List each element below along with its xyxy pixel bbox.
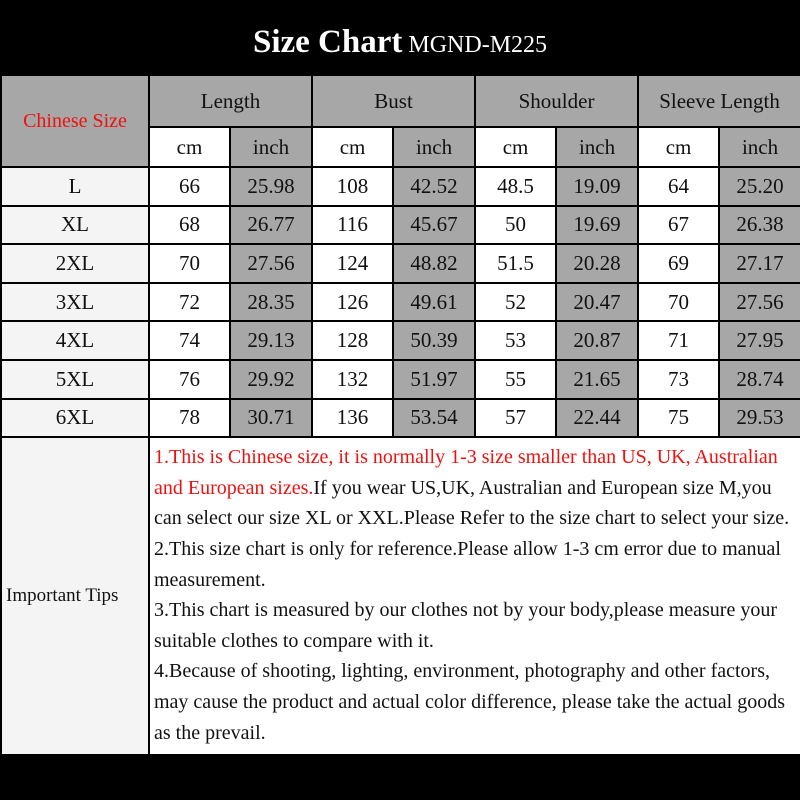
size-row [1,283,800,322]
measurement-cell: 27.56 [230,244,312,283]
unit-cell: inch [556,127,638,167]
measurement-cell: 42.52 [393,167,475,206]
chart-title: Size Chart [252,24,403,60]
tip-2: 2.This size chart is only for reference.Please allow 1-3 cm error due to manual measurement. [154,537,781,591]
measurement-cell: 64 [638,167,719,206]
length-header: Length [149,75,312,127]
measurement-cell: 55 [475,360,556,399]
measurement-cell: 29.53 [719,399,800,438]
unit-cell: cm [475,127,556,167]
size-row [1,360,800,399]
tip-3: 3.This chart is measured by our clothes not by your body,please measure your suitable clothes to compare with it. [154,599,777,652]
measurement-cell: 71 [638,321,719,360]
tip-4: 4.Because of shooting, lighting, environment, photography and other factors, may cause the product and actual color difference, please take the actual goods as the prevail. [154,660,786,744]
measurement-cell: 132 [312,360,393,399]
size-label: XL [1,206,149,245]
header-row [1,75,800,127]
measurement-cell: 75 [638,399,719,438]
unit-cell: inch [719,127,800,167]
size-label: 3XL [1,283,149,322]
measurement-cell: 116 [312,206,393,245]
measurement-cell: 76 [149,360,230,399]
size-chart-table [0,74,800,756]
measurement-cell: 50 [475,206,556,245]
measurement-cell: 25.98 [230,167,312,206]
unit-cell: cm [638,127,719,167]
unit-cell: cm [312,127,393,167]
measurement-cell: 136 [312,399,393,438]
size-label: 6XL [1,399,149,438]
measurement-cell: 20.87 [556,321,638,360]
bust-header: Bust [312,75,475,127]
tips-text-cell [149,437,800,755]
measurement-cell: 27.56 [719,283,800,322]
unit-cell: cm [149,127,230,167]
sleeve-length-header: Sleeve Length [638,75,800,127]
measurement-cell: 128 [312,321,393,360]
size-row [1,244,800,283]
tip-1 [154,442,796,534]
measurement-cell: 73 [638,360,719,399]
measurement-cell: 50.39 [393,321,475,360]
measurement-cell: 48.82 [393,244,475,283]
unit-cell: inch [230,127,312,167]
measurement-cell: 69 [638,244,719,283]
measurement-cell: 28.74 [719,360,800,399]
measurement-cell: 49.61 [393,283,475,322]
measurement-cell: 26.77 [230,206,312,245]
measurement-cell: 66 [149,167,230,206]
measurement-cell: 51.97 [393,360,475,399]
measurement-cell: 29.92 [230,360,312,399]
tip-1-highlight: 1.This is Chinese size, it is normally 1-3 size smaller than US, UK, Australian and European sizes. [154,446,778,499]
tips-row [1,437,800,755]
measurement-cell: 53.54 [393,399,475,438]
measurement-cell: 57 [475,399,556,438]
measurement-cell: 19.69 [556,206,638,245]
measurement-cell: 20.47 [556,283,638,322]
measurement-cell: 27.95 [719,321,800,360]
measurement-cell: 72 [149,283,230,322]
size-label: 4XL [1,321,149,360]
title-banner [0,0,800,74]
size-row [1,206,800,245]
important-tips-label: Important Tips [1,437,149,755]
measurement-cell: 108 [312,167,393,206]
tip-1-rest: If you wear US,UK, Australian and European size M,you can select our size XL or XXL.Please Refer to the size chart to select your size. [154,476,790,530]
measurement-cell: 27.17 [719,244,800,283]
measurement-cell: 124 [312,244,393,283]
measurement-cell: 70 [638,283,719,322]
measurement-cell: 22.44 [556,399,638,438]
size-label: 2XL [1,244,149,283]
size-row [1,167,800,206]
size-label: L [1,167,149,206]
measurement-cell: 25.20 [719,167,800,206]
model-code: MGND-M225 [408,32,548,58]
chinese-size-header: Chinese Size [1,75,149,167]
measurement-cell: 53 [475,321,556,360]
measurement-cell: 20.28 [556,244,638,283]
measurement-cell: 68 [149,206,230,245]
measurement-cell: 45.67 [393,206,475,245]
measurement-cell: 78 [149,399,230,438]
measurement-cell: 26.38 [719,206,800,245]
shoulder-header: Shoulder [475,75,638,127]
measurement-cell: 19.09 [556,167,638,206]
measurement-cell: 51.5 [475,244,556,283]
size-label: 5XL [1,360,149,399]
measurement-cell: 74 [149,321,230,360]
measurement-cell: 67 [638,206,719,245]
measurement-cell: 30.71 [230,399,312,438]
measurement-cell: 126 [312,283,393,322]
measurement-cell: 70 [149,244,230,283]
measurement-cell: 28.35 [230,283,312,322]
measurement-cell: 52 [475,283,556,322]
measurement-cell: 48.5 [475,167,556,206]
size-row [1,399,800,438]
measurement-cell: 29.13 [230,321,312,360]
unit-cell: inch [393,127,475,167]
size-row [1,321,800,360]
measurement-cell: 21.65 [556,360,638,399]
